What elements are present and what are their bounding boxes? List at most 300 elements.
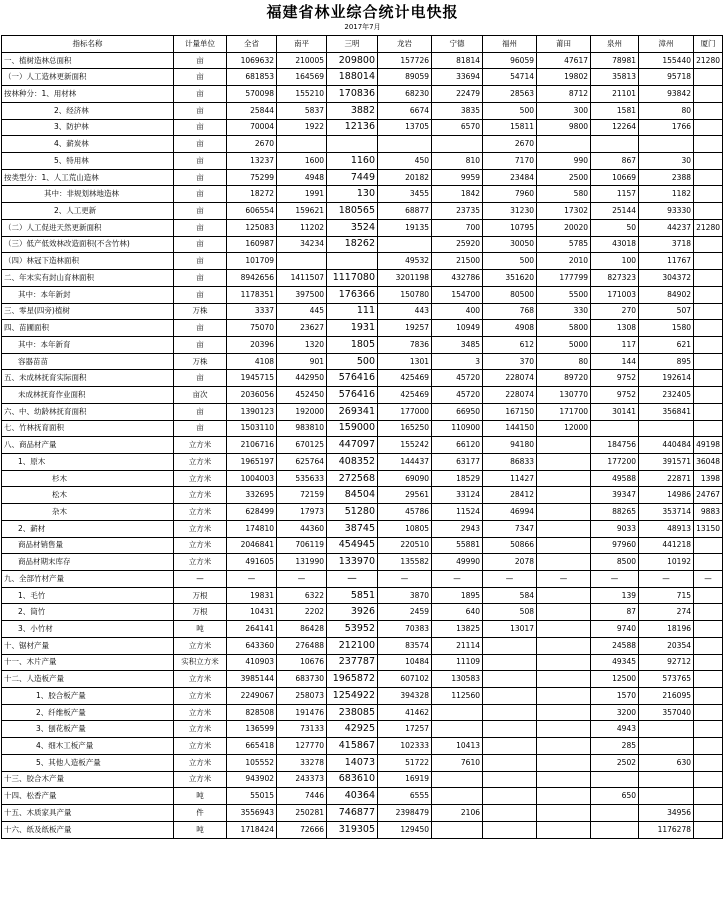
- value-cell: 7347: [483, 520, 537, 537]
- value-cell: [591, 821, 639, 838]
- table-row: [2, 52, 723, 69]
- table-header-row: [2, 36, 723, 53]
- value-cell: 1503110: [227, 420, 277, 437]
- value-cell: 216095: [639, 688, 694, 705]
- table-row: [2, 554, 723, 571]
- value-cell: 24588: [591, 637, 639, 654]
- value-cell: 827323: [591, 270, 639, 287]
- column-header: 莆田: [537, 36, 591, 53]
- indicator-name: 1、原木: [2, 453, 174, 470]
- value-cell: 11109: [432, 654, 483, 671]
- value-cell: 1176278: [639, 821, 694, 838]
- value-cell: 5500: [537, 286, 591, 303]
- value-cell: 100: [591, 253, 639, 270]
- value-cell: 18272: [227, 186, 277, 203]
- table-row: [2, 788, 723, 805]
- value-cell: 640: [432, 604, 483, 621]
- table-row: [2, 754, 723, 771]
- value-cell: [378, 136, 432, 153]
- value-cell: 47617: [537, 52, 591, 69]
- unit-cell: 万株: [174, 303, 227, 320]
- value-cell: 45720: [432, 370, 483, 387]
- value-cell: 176366: [327, 286, 378, 303]
- value-cell: 23484: [483, 169, 537, 186]
- value-cell: 17257: [378, 721, 432, 738]
- value-cell: 670125: [277, 437, 327, 454]
- value-cell: 3524: [327, 219, 378, 236]
- value-cell: 650: [591, 788, 639, 805]
- value-cell: [694, 387, 723, 404]
- value-cell: 135582: [378, 554, 432, 571]
- value-cell: 612: [483, 336, 537, 353]
- value-cell: —: [378, 571, 432, 588]
- value-cell: 9959: [432, 169, 483, 186]
- value-cell: 17973: [277, 504, 327, 521]
- value-cell: 10669: [591, 169, 639, 186]
- indicator-name: 十六、纸及纸板产量: [2, 821, 174, 838]
- indicator-name: 3、刨花板产量: [2, 721, 174, 738]
- report-title: 福建省林业综合统计电快报: [266, 3, 459, 21]
- value-cell: [694, 303, 723, 320]
- value-cell: 580: [537, 186, 591, 203]
- value-cell: 10413: [432, 738, 483, 755]
- value-cell: 72666: [277, 821, 327, 838]
- table-row: [2, 102, 723, 119]
- value-cell: [537, 637, 591, 654]
- value-cell: 715: [639, 587, 694, 604]
- value-cell: 500: [483, 102, 537, 119]
- unit-cell: 亩: [174, 253, 227, 270]
- table-row: [2, 403, 723, 420]
- value-cell: 1178351: [227, 286, 277, 303]
- unit-cell: 立方米: [174, 721, 227, 738]
- value-cell: 11427: [483, 470, 537, 487]
- value-cell: 2046841: [227, 537, 277, 554]
- table-row: [2, 203, 723, 220]
- value-cell: [591, 420, 639, 437]
- value-cell: 1931: [327, 320, 378, 337]
- indicator-name: 十四、松香产量: [2, 788, 174, 805]
- value-cell: 31230: [483, 203, 537, 220]
- value-cell: [483, 771, 537, 788]
- indicator-name: 十三、胶合木产量: [2, 771, 174, 788]
- value-cell: 867: [591, 153, 639, 170]
- value-cell: 144: [591, 353, 639, 370]
- value-cell: 33694: [432, 69, 483, 86]
- indicator-name: 六、中、幼龄林抚育面积: [2, 403, 174, 420]
- value-cell: 80500: [483, 286, 537, 303]
- unit-cell: 立方米: [174, 487, 227, 504]
- indicator-name: 2、纤维板产量: [2, 704, 174, 721]
- value-cell: 33124: [432, 487, 483, 504]
- value-cell: 18262: [327, 236, 378, 253]
- value-cell: 7610: [432, 754, 483, 771]
- value-cell: [537, 470, 591, 487]
- value-cell: 4108: [227, 353, 277, 370]
- table-row: [2, 688, 723, 705]
- value-cell: [537, 704, 591, 721]
- value-cell: 1117080: [327, 270, 378, 287]
- value-cell: 49532: [378, 253, 432, 270]
- column-header: 指标名称: [2, 36, 174, 53]
- value-cell: [694, 721, 723, 738]
- value-cell: 49198: [694, 437, 723, 454]
- value-cell: 68230: [378, 86, 432, 103]
- unit-cell: 亩: [174, 52, 227, 69]
- value-cell: [537, 805, 591, 822]
- indicator-name: 容器苗苗: [2, 353, 174, 370]
- value-cell: 131990: [277, 554, 327, 571]
- value-cell: 20396: [227, 336, 277, 353]
- unit-cell: 立方米: [174, 504, 227, 521]
- value-cell: [694, 320, 723, 337]
- unit-cell: 立方米: [174, 738, 227, 755]
- value-cell: 1842: [432, 186, 483, 203]
- value-cell: [537, 688, 591, 705]
- indicator-name: 十、锯材产量: [2, 637, 174, 654]
- value-cell: 400: [432, 303, 483, 320]
- value-cell: 159621: [277, 203, 327, 220]
- value-cell: 105552: [227, 754, 277, 771]
- value-cell: 391571: [639, 453, 694, 470]
- value-cell: 10949: [432, 320, 483, 337]
- value-cell: 243373: [277, 771, 327, 788]
- indicator-name: 2、经济林: [2, 102, 174, 119]
- value-cell: 425469: [378, 387, 432, 404]
- value-cell: 3556943: [227, 805, 277, 822]
- table-row: [2, 119, 723, 136]
- indicator-name: 十一、木片产量: [2, 654, 174, 671]
- value-cell: 97960: [591, 537, 639, 554]
- value-cell: [639, 420, 694, 437]
- unit-cell: 亩: [174, 86, 227, 103]
- value-cell: 38745: [327, 520, 378, 537]
- value-cell: [327, 136, 378, 153]
- value-cell: 351620: [483, 270, 537, 287]
- value-cell: 3985144: [227, 671, 277, 688]
- table-row: [2, 805, 723, 822]
- value-cell: 136599: [227, 721, 277, 738]
- unit-cell: 亩: [174, 203, 227, 220]
- value-cell: 165250: [378, 420, 432, 437]
- unit-cell: 立方米: [174, 704, 227, 721]
- value-cell: 630: [639, 754, 694, 771]
- value-cell: 272568: [327, 470, 378, 487]
- value-cell: 10431: [227, 604, 277, 621]
- value-cell: 164569: [277, 69, 327, 86]
- table-row: [2, 353, 723, 370]
- value-cell: 415867: [327, 738, 378, 755]
- value-cell: 8942656: [227, 270, 277, 287]
- value-cell: 2036056: [227, 387, 277, 404]
- value-cell: 220510: [378, 537, 432, 554]
- value-cell: 300: [537, 102, 591, 119]
- value-cell: 1390123: [227, 403, 277, 420]
- value-cell: [591, 771, 639, 788]
- value-cell: [694, 788, 723, 805]
- value-cell: [537, 821, 591, 838]
- indicator-name: 按类型分：1、人工荒山造林: [2, 169, 174, 186]
- unit-cell: 亩: [174, 169, 227, 186]
- unit-cell: 立方米: [174, 771, 227, 788]
- value-cell: 30050: [483, 236, 537, 253]
- value-cell: 171003: [591, 286, 639, 303]
- value-cell: 12000: [537, 420, 591, 437]
- value-cell: 440484: [639, 437, 694, 454]
- value-cell: 1991: [277, 186, 327, 203]
- value-cell: 130583: [432, 671, 483, 688]
- value-cell: 1895: [432, 587, 483, 604]
- value-cell: [432, 821, 483, 838]
- value-cell: 112560: [432, 688, 483, 705]
- table-body: [2, 52, 723, 838]
- value-cell: [694, 554, 723, 571]
- value-cell: 500: [483, 253, 537, 270]
- value-cell: [694, 136, 723, 153]
- unit-cell: 立方米: [174, 754, 227, 771]
- table-row: [2, 286, 723, 303]
- value-cell: 210005: [277, 52, 327, 69]
- value-cell: 5000: [537, 336, 591, 353]
- table-row: [2, 320, 723, 337]
- unit-cell: 亩次: [174, 387, 227, 404]
- value-cell: 29561: [378, 487, 432, 504]
- table-row: [2, 453, 723, 470]
- value-cell: 25844: [227, 102, 277, 119]
- indicator-name: 商品材销售量: [2, 537, 174, 554]
- unit-cell: 亩: [174, 270, 227, 287]
- value-cell: 10676: [277, 654, 327, 671]
- value-cell: 139: [591, 587, 639, 604]
- value-cell: 13150: [694, 520, 723, 537]
- value-cell: [591, 805, 639, 822]
- value-cell: [483, 821, 537, 838]
- unit-cell: 亩: [174, 236, 227, 253]
- value-cell: [694, 286, 723, 303]
- value-cell: 75070: [227, 320, 277, 337]
- unit-cell: 立方米: [174, 554, 227, 571]
- value-cell: 144150: [483, 420, 537, 437]
- indicator-name: 2、筒竹: [2, 604, 174, 621]
- value-cell: 10484: [378, 654, 432, 671]
- unit-cell: 立方米: [174, 537, 227, 554]
- value-cell: 606554: [227, 203, 277, 220]
- value-cell: 11202: [277, 219, 327, 236]
- value-cell: 22479: [432, 86, 483, 103]
- value-cell: 683610: [327, 771, 378, 788]
- value-cell: 110900: [432, 420, 483, 437]
- value-cell: 507: [639, 303, 694, 320]
- value-cell: [537, 453, 591, 470]
- value-cell: 3455: [378, 186, 432, 203]
- value-cell: 184756: [591, 437, 639, 454]
- value-cell: [694, 704, 723, 721]
- indicator-name: 十五、木质家具产量: [2, 805, 174, 822]
- value-cell: [694, 102, 723, 119]
- value-cell: 49990: [432, 554, 483, 571]
- value-cell: 576416: [327, 370, 378, 387]
- value-cell: 86833: [483, 453, 537, 470]
- value-cell: 397500: [277, 286, 327, 303]
- value-cell: 643360: [227, 637, 277, 654]
- value-cell: 250281: [277, 805, 327, 822]
- value-cell: 274: [639, 604, 694, 621]
- value-cell: 1965197: [227, 453, 277, 470]
- value-cell: [639, 721, 694, 738]
- value-cell: 150780: [378, 286, 432, 303]
- unit-cell: 万根: [174, 604, 227, 621]
- value-cell: 20020: [537, 219, 591, 236]
- value-cell: [639, 136, 694, 153]
- value-cell: 9033: [591, 520, 639, 537]
- table-row: [2, 86, 723, 103]
- value-cell: 607102: [378, 671, 432, 688]
- value-cell: 180565: [327, 203, 378, 220]
- unit-cell: 立方米: [174, 437, 227, 454]
- value-cell: 500: [327, 353, 378, 370]
- value-cell: [591, 136, 639, 153]
- value-cell: 1570: [591, 688, 639, 705]
- value-cell: 117: [591, 336, 639, 353]
- indicator-name: 一、植树造林总面积: [2, 52, 174, 69]
- value-cell: 442950: [277, 370, 327, 387]
- value-cell: 1922: [277, 119, 327, 136]
- value-cell: [694, 637, 723, 654]
- value-cell: [483, 738, 537, 755]
- value-cell: 66950: [432, 403, 483, 420]
- value-cell: [277, 136, 327, 153]
- table-row: [2, 370, 723, 387]
- value-cell: 450: [378, 153, 432, 170]
- value-cell: 768: [483, 303, 537, 320]
- value-cell: 6674: [378, 102, 432, 119]
- value-cell: 171700: [537, 403, 591, 420]
- indicator-name: 未成林抚育作业面积: [2, 387, 174, 404]
- value-cell: 357040: [639, 704, 694, 721]
- value-cell: [694, 621, 723, 638]
- value-cell: [639, 788, 694, 805]
- value-cell: 78981: [591, 52, 639, 69]
- value-cell: 319305: [327, 821, 378, 838]
- value-cell: 21114: [432, 637, 483, 654]
- value-cell: 330: [537, 303, 591, 320]
- value-cell: 1320: [277, 336, 327, 353]
- value-cell: 746877: [327, 805, 378, 822]
- value-cell: 88265: [591, 504, 639, 521]
- table-row: [2, 821, 723, 838]
- value-cell: 3882: [327, 102, 378, 119]
- value-cell: [537, 520, 591, 537]
- indicator-name: 杉木: [2, 470, 174, 487]
- indicator-name: 1、毛竹: [2, 587, 174, 604]
- value-cell: [639, 771, 694, 788]
- value-cell: 154700: [432, 286, 483, 303]
- value-cell: 2249067: [227, 688, 277, 705]
- value-cell: 188014: [327, 69, 378, 86]
- value-cell: 12264: [591, 119, 639, 136]
- table-row: [2, 587, 723, 604]
- value-cell: 51280: [327, 504, 378, 521]
- value-cell: 570098: [227, 86, 277, 103]
- value-cell: [694, 119, 723, 136]
- value-cell: [432, 136, 483, 153]
- value-cell: 55015: [227, 788, 277, 805]
- value-cell: [432, 721, 483, 738]
- value-cell: 2670: [227, 136, 277, 153]
- indicator-name: 3、小竹材: [2, 621, 174, 638]
- table-row: [2, 504, 723, 521]
- value-cell: 84504: [327, 487, 378, 504]
- value-cell: 89720: [537, 370, 591, 387]
- value-cell: 11524: [432, 504, 483, 521]
- table-row: [2, 169, 723, 186]
- value-cell: 24767: [694, 487, 723, 504]
- value-cell: 394328: [378, 688, 432, 705]
- value-cell: [378, 236, 432, 253]
- indicator-name: 九、全部竹材产量: [2, 571, 174, 588]
- value-cell: 445: [277, 303, 327, 320]
- value-cell: 50866: [483, 537, 537, 554]
- table-row: [2, 721, 723, 738]
- value-cell: [537, 587, 591, 604]
- value-cell: 167150: [483, 403, 537, 420]
- value-cell: 13825: [432, 621, 483, 638]
- value-cell: 232405: [639, 387, 694, 404]
- value-cell: 11767: [639, 253, 694, 270]
- value-cell: 1805: [327, 336, 378, 353]
- value-cell: [694, 153, 723, 170]
- value-cell: [639, 738, 694, 755]
- value-cell: 80: [639, 102, 694, 119]
- value-cell: 83574: [378, 637, 432, 654]
- value-cell: 706119: [277, 537, 327, 554]
- value-cell: 21280: [694, 52, 723, 69]
- value-cell: 828508: [227, 704, 277, 721]
- value-cell: [694, 805, 723, 822]
- value-cell: 92712: [639, 654, 694, 671]
- value-cell: 2010: [537, 253, 591, 270]
- unit-cell: 立方米: [174, 453, 227, 470]
- value-cell: 23627: [277, 320, 327, 337]
- value-cell: 70383: [378, 621, 432, 638]
- value-cell: 22871: [639, 470, 694, 487]
- column-header: 龙岩: [378, 36, 432, 53]
- value-cell: 44360: [277, 520, 327, 537]
- value-cell: 1600: [277, 153, 327, 170]
- value-cell: 3718: [639, 236, 694, 253]
- value-cell: 6555: [378, 788, 432, 805]
- indicator-name: 七、竹林抚育面积: [2, 420, 174, 437]
- indicator-name: 4、细木工板产量: [2, 738, 174, 755]
- value-cell: [694, 169, 723, 186]
- value-cell: [694, 738, 723, 755]
- value-cell: 70004: [227, 119, 277, 136]
- unit-cell: 实积立方米: [174, 654, 227, 671]
- value-cell: 7446: [277, 788, 327, 805]
- value-cell: 155210: [277, 86, 327, 103]
- unit-cell: 亩: [174, 403, 227, 420]
- unit-cell: 万根: [174, 587, 227, 604]
- value-cell: 40364: [327, 788, 378, 805]
- value-cell: —: [227, 571, 277, 588]
- value-cell: 5851: [327, 587, 378, 604]
- column-header: 厦门: [694, 36, 723, 53]
- value-cell: 36048: [694, 453, 723, 470]
- table-row: [2, 420, 723, 437]
- value-cell: 1945715: [227, 370, 277, 387]
- value-cell: 8500: [591, 554, 639, 571]
- value-cell: 9883: [694, 504, 723, 521]
